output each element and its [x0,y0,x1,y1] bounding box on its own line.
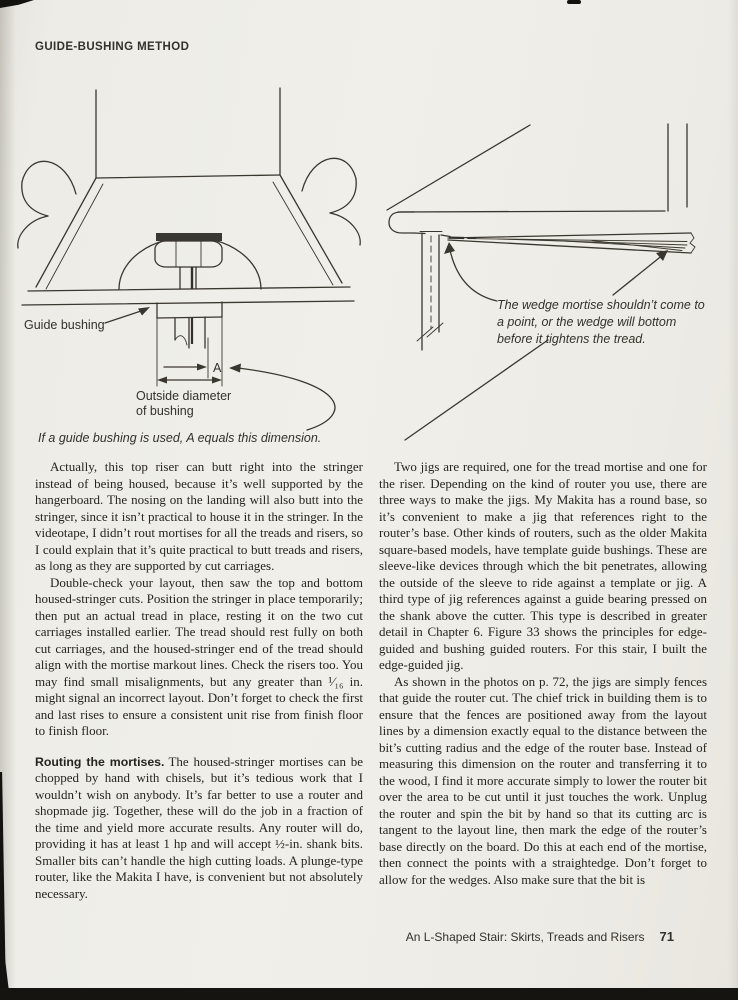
page-section-header: GUIDE-BUSHING METHOD [35,41,190,53]
figure-labels [24,307,335,445]
outside-diameter-label-line2: of bushing [136,404,194,418]
wedge-figure-caption [497,298,705,346]
wedge-caption-line3: before it tightens the tread. [497,332,646,346]
outside-diameter-label-line1: Outside diameter [136,389,232,403]
router-motor-body [36,88,342,289]
left-paragraph-3-body: The housed-stringer mortises can be chopped by hand with chisels, but it’s tedious work that I wouldn’t wish on anybody. It’s far better to use a router and shopmade jig. Together, these will do the job in a fraction of the time and yield more accurate results. Any router will do, providing it has at least 1 hp and will accept ½-in. shank bits. Smaller bits can’t handle the high cutting loads. A plunge-type router, like the Makita I have, is convenient but not absolutely necessary. [35,753,363,901]
right-text-column [379,459,707,888]
scan-artifact-top-mark [567,0,581,4]
paragraph-lead-routing-the-mortises: Routing the mortises. [35,754,165,769]
tread-nose [389,212,450,237]
dimension-a-label: A [213,361,222,375]
wedge [448,233,695,253]
router-guide-bushing-drawing [8,86,363,458]
wedge-caption-line1: The wedge mortise shouldn’t come to [497,298,705,312]
figure-wedge-mortise [376,94,732,456]
scan-artifact-bottom-strip [0,988,738,1000]
scan-artifact-top-left [0,0,34,8]
figure-router-guide-bushing [8,86,363,458]
footer-page-number: 71 [659,929,674,944]
right-paragraph-1: Two jigs are required, one for the tread mortise and one for the riser. Depending on the kind of router you use, there are three ways to make the jigs. My Makita has a round base, so it’s convenient to make a jig that references right to the router’s base. Other kinds of routers, such as the older Makita square-based models, have template guide bushings. These are sleeve-like devices through which the bit penetrates, allowing the outside of the sleeve to ride against a template or jig. A third type of jig references against a guide bearing pressed on the shank above the cutter. This type is described in greater detail in Chapter 6. Figure 33 shows the principles for edge-guided and bushing guided routers. For this stair, I built the edge-guided jig. [379,459,707,672]
riser-board [417,233,443,350]
collet-dome-and-nut [119,233,261,289]
router-base-plate [22,287,354,305]
guide-bushing-label: Guide bushing [24,318,105,332]
wedge-mortise-drawing [376,94,732,456]
caption-leaders [444,242,668,301]
left-text-column [35,459,363,902]
stringer-lines [387,124,687,440]
right-paragraph-2: As shown in the photos on p. 72, the jigs are simply fences that guide the router cut. The chief trick in building them is to ensure that the fences are positioned away from the layout lines by a dimension exactly equal to the distance between the bit’s cutting radius and the edge of the router base. Instead of measuring this dimension on the router and transferring it to the wood, I find it more accurate simply to lower the router bit over the area to be cut until it just touches the work. Unplug the router and spin the bit by hand so that its cutting arc is tangent to the layout line, then mark the edge of the router’s base directly on the board. Do this at each end of the mortise, then connect the points with a straightedge. Don’t forget to allow for the wedges. Also make sure that the bit is [379,673,707,887]
left-paragraph-3 [35,754,363,903]
left-paragraph-1: Actually, this top riser can butt right into the stringer instead of being housed, because it’s well supported by the hangerboard. The nosing on the landing will also butt into the stringer, since it isn’t practical to house it in the stringer. In the videotape, I didn’t rout mortises for all the treads and risers, so I could explain that it’s quite practical to butt treads and risers, as long as they are supported by cut carriages. [35,459,363,573]
left-paragraph-2: Double-check your layout, then saw the top and bottom housed-stringer cuts. Position the stringer in place temporarily; then put an actual tread in place, resting it on the two cut carriages installed earlier. The tread should rest fully on both cut carriages, and the housed-stringer end of the tread should align with the mortise markout lines. Check the risers too. You may find small misalignments, but any greater than ¹⁄₁₆ in. might signal an incorrect layout. Don’t forget to check the first and last rises to ensure a consistent unit rise from finish floor to finish floor. [35,574,363,738]
footer-chapter-title: An L-Shaped Stair: Skirts, Treads and Risers [405,930,645,944]
router-figure-caption: If a guide bushing is used, A equals this dimension. [38,431,322,445]
page-footer [406,929,674,944]
wedge-caption-line2: a point, or the wedge will bottom [497,315,677,329]
guide-bushing-and-bit [157,302,222,348]
